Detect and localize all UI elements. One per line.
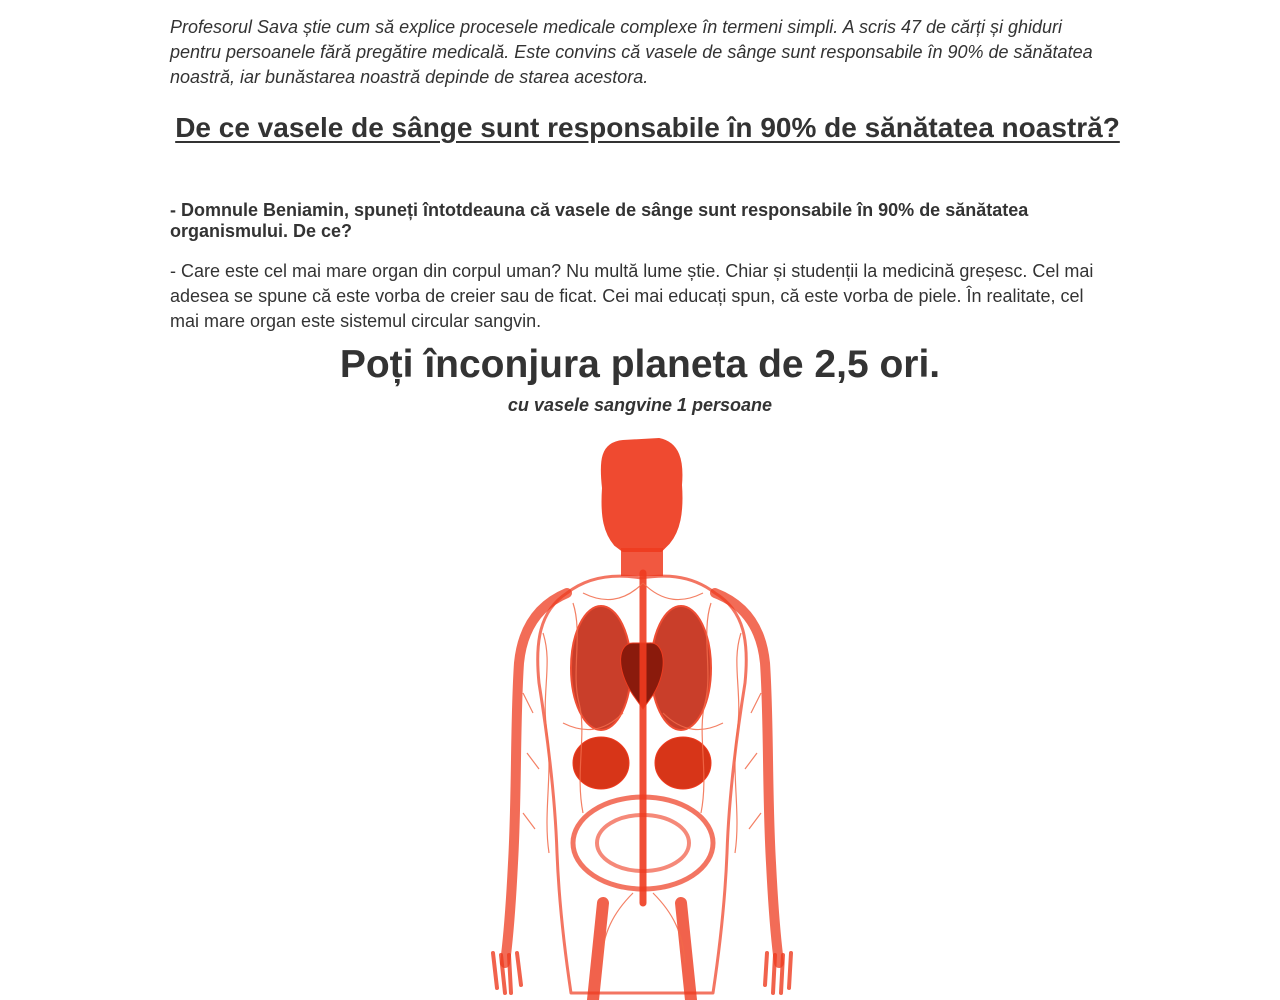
big-stat-subtitle: cu vasele sangvine 1 persoane [507, 395, 773, 415]
interview-answer: - Care este cel mai mare organ din corpul uman? Nu multă lume știe. Chiar și studenții la medicină greșesc. Cel mai adesea se spune că este vorba de creier sau de ficat. Cei mai educați spun, că este vorba de piele. În realitate, cel mai mare organ este sistemul circular sangvin. [170, 261, 1094, 331]
circulatory-system-illustration [483, 433, 801, 1000]
intro-paragraph: Profesorul Sava știe cum să explice procesele medicale complexe în termeni simpli. A scris 47 de cărți și ghiduri pentru persoanele fără pregătire medicală. Este convins că vasele de sânge sunt responsabile în 90% de sănătatea noastră, iar bunăstarea noastră depinde de starea acestora. [170, 17, 1093, 87]
big-stat-heading: Poți înconjura planeta de 2,5 ori. [339, 343, 941, 386]
circulatory-system-icon [483, 433, 801, 1000]
interview-question: - Domnule Beniamin, spuneți întotdeauna că vasele de sânge sunt responsabile în 90% de sănătatea organismului. De ce? [170, 200, 1029, 241]
article-headline: De ce vasele de sânge sunt responsabile în 90% de sănătatea noastră? [175, 112, 1120, 143]
